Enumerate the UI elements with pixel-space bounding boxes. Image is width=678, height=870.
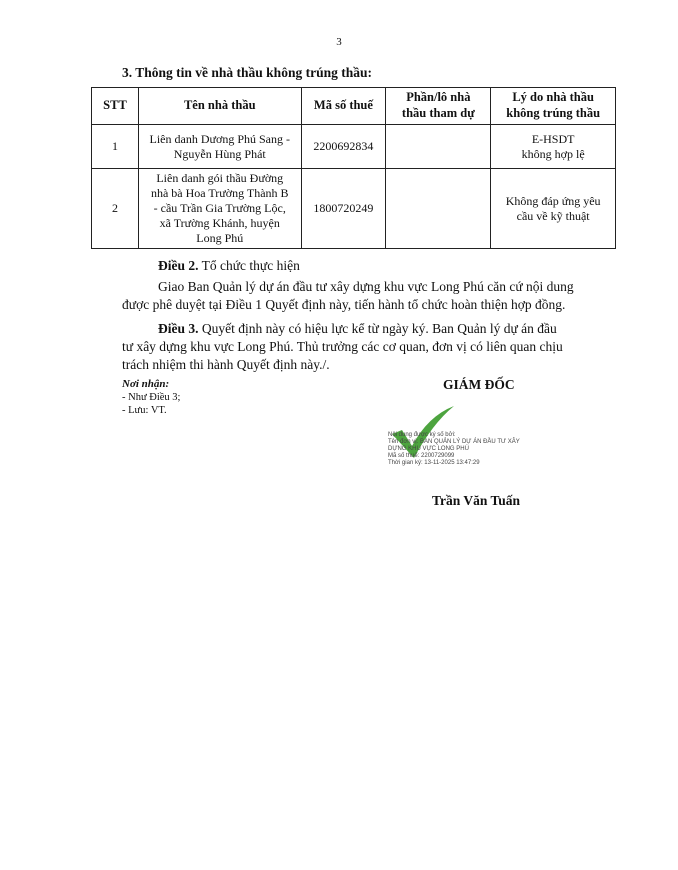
header-reason-line2: không trúng thầu <box>506 106 601 120</box>
row-tax-code: 1800720249 <box>301 169 386 249</box>
header-tax-code: Mã số thuế <box>301 88 386 125</box>
article-3-line3: trách nhiệm thi hành Quyết định này./. <box>122 357 330 372</box>
stamp-line: Mã số thuế: 2200729099 <box>388 453 455 459</box>
header-reason <box>491 88 616 125</box>
article-2-title: Tổ chức thực hiện <box>198 258 300 273</box>
article-3-text: Quyết định này có hiệu lực kể từ ngày ký. Ban Quản lý dự án đầu <box>198 321 557 336</box>
section-heading: 3. Thông tin về nhà thầu không trúng thầu: <box>122 65 372 80</box>
header-stt: STT <box>92 88 139 125</box>
row-stt: 1 <box>92 125 139 169</box>
name-line: Liên danh Dương Phú Sang - <box>149 131 291 146</box>
signer-name: Trần Văn Tuấn <box>432 493 521 508</box>
name-line: - cầu Trần Gia Trường Lộc, <box>153 201 286 215</box>
reason-line: cầu về kỹ thuật <box>516 208 590 223</box>
table-header-row <box>92 88 616 125</box>
article-2-label: Điều 2. <box>158 258 199 273</box>
signature-stamp-text <box>388 432 520 467</box>
article-3-line2: tư xây dựng khu vực Long Phú. Thủ trưởng các cơ quan, đơn vị có liên quan chịu <box>122 339 563 354</box>
director-title: GIÁM ĐỐC <box>443 377 515 392</box>
row-stt: 2 <box>92 169 139 249</box>
header-lot-line1: Phần/lô nhà <box>406 90 471 105</box>
name-line: nhà bà Hoa Trường Thành B <box>150 186 289 200</box>
article-3-label: Điều 3. <box>158 321 199 336</box>
article-3-line1 <box>158 320 628 338</box>
stamp-line: DỰNG KHU VỰC LONG PHÚ <box>388 446 469 452</box>
page-number: 3 <box>336 36 342 48</box>
article-2-line1: Giao Ban Quản lý dự án đầu tư xây dựng khu vực Long Phú căn cứ nội dung <box>158 279 574 294</box>
header-reason-line1: Lý do nhà thầu <box>512 90 594 105</box>
unsuccessful-contractors-table <box>91 87 616 249</box>
header-contractor-name: Tên nhà thầu <box>138 88 301 125</box>
stamp-line: Thời gian ký: 13-11-2025 13:47:29 <box>388 460 480 466</box>
name-line: xã Trường Khánh, huyện <box>159 216 280 230</box>
row-lot <box>386 125 491 169</box>
stamp-line: Nội dung được ký số bởi: <box>388 432 456 438</box>
reason-line: E-HSDT <box>531 131 575 146</box>
table-row <box>92 125 616 169</box>
name-line: Long Phú <box>196 231 244 245</box>
reason-line: không hợp lệ <box>521 146 585 161</box>
article-2-line2: được phê duyệt tại Điều 1 Quyết định này, tiến hành tổ chức hoàn thiện hợp đồng. <box>122 297 566 312</box>
row-contractor-name <box>138 125 301 169</box>
row-reason <box>491 169 616 249</box>
table-row <box>92 169 616 249</box>
stamp-line: Tên đơn vị: BAN QUẢN LÝ DỰ ÁN ĐẦU TƯ XÂY <box>388 439 520 445</box>
name-line: Nguyễn Hùng Phát <box>173 146 266 161</box>
recipient-item: - Như Điều 3; <box>122 392 181 403</box>
row-reason <box>491 125 616 169</box>
reason-line: Không đáp ứng yêu <box>505 193 601 208</box>
header-lot <box>386 88 491 125</box>
article-2-heading <box>158 257 300 275</box>
digital-signature-stamp <box>384 402 584 472</box>
header-lot-line2: thầu tham dự <box>401 106 475 120</box>
recipients-title: Nơi nhận: <box>122 378 170 390</box>
row-tax-code: 2200692834 <box>301 125 386 169</box>
recipient-item: - Lưu: VT. <box>122 405 167 416</box>
row-lot <box>386 169 491 249</box>
recipients-block <box>122 378 180 417</box>
row-contractor-name <box>138 169 301 249</box>
name-line: Liên danh gói thầu Đường <box>156 171 284 185</box>
